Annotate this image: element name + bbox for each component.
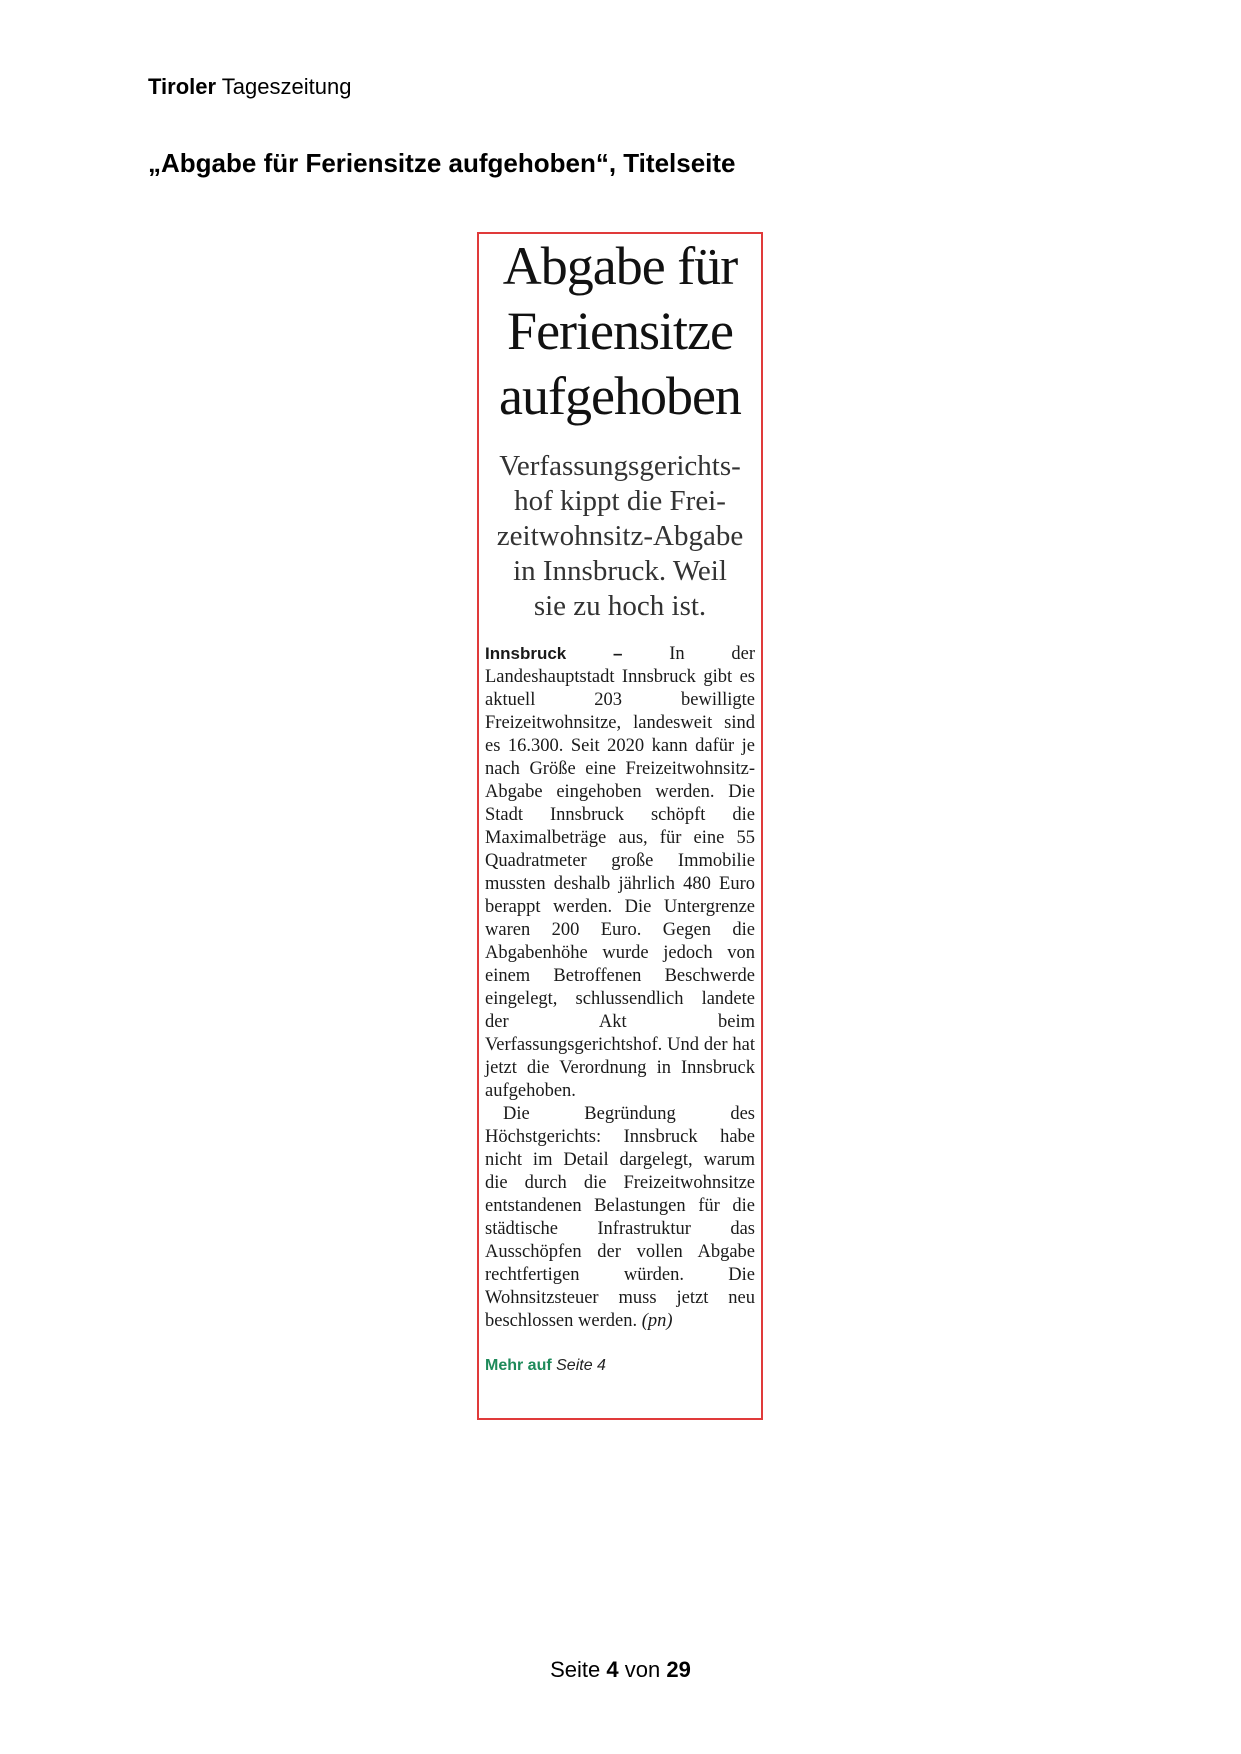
more-label: Mehr auf [485,1357,552,1374]
paragraph-text: In der Landeshauptstadt Innsbruck gibt es aktuell 203 bewilligte Freizeitwohnsitze, landesweit sind es 16.300. Seit 2020 kann dafür je nach Größe eine Freizeitwohnsitz-Abgabe eingehoben werden. Die Stadt Innsbruck schöpft die Maximalbeträge aus, für eine 55 Quadratmeter große Immobilie mussten deshalb jährlich 480 Euro berappt werden. Die Untergrenze waren 200 Euro. Gegen die Abgabenhöhe wurde jedoch von einem Betroffenen Beschwerde eingelegt, schlussendlich landete der Akt beim Verfassungsgerichtshof. Und der hat jetzt die Verordnung in Innsbruck aufgehoben. [485,644,755,1101]
page-middle: von [624,1657,661,1682]
article-subhead [479,449,761,624]
headline-line: aufgehoben [499,366,741,426]
article-headline [479,234,761,429]
page-prefix: Seite [550,1657,601,1682]
publication-name-rest: Tageszeitung [221,74,352,99]
page-number [0,1657,1241,1683]
headline-line: Feriensitze [507,301,733,361]
page-total: 29 [666,1657,691,1682]
subhead-line: in Innsbruck. Weil [513,555,727,587]
document-title: „Abgabe für Feriensitze aufgehoben“, Titelseite [148,148,736,178]
paragraph-text: Die Begründung des Höchstgerichts: Innsbruck habe nicht im Detail dargelegt, warum die durch die Freizeitwohnsitze entstandenen Belastungen für die städtische Infrastruktur das Ausschöpfen der vollen Abgabe rechtfertigen würden. Die Wohnsitzsteuer muss jetzt neu beschlossen werden. [485,1104,755,1331]
subhead-line: hof kippt die Frei- [514,485,726,517]
article-body [479,642,761,1333]
more-page-ref: Seite 4 [556,1357,606,1374]
publication-name-bold: Tiroler [148,74,217,99]
article-paragraph [485,1103,755,1333]
page-current: 4 [606,1657,619,1682]
dateline: Innsbruck – [485,644,623,663]
author-initials: (pn) [641,1311,673,1331]
subhead-line: Verfassungsgerichts- [499,450,741,482]
newspaper-clipping [477,232,763,1420]
article-paragraph [485,642,755,1103]
headline-line: Abgabe für [502,236,738,296]
more-link [479,1357,761,1375]
subhead-line: zeitwohnsitz-Abgabe [496,520,744,552]
publication-name [148,74,351,100]
subhead-line: sie zu hoch ist. [533,590,707,622]
